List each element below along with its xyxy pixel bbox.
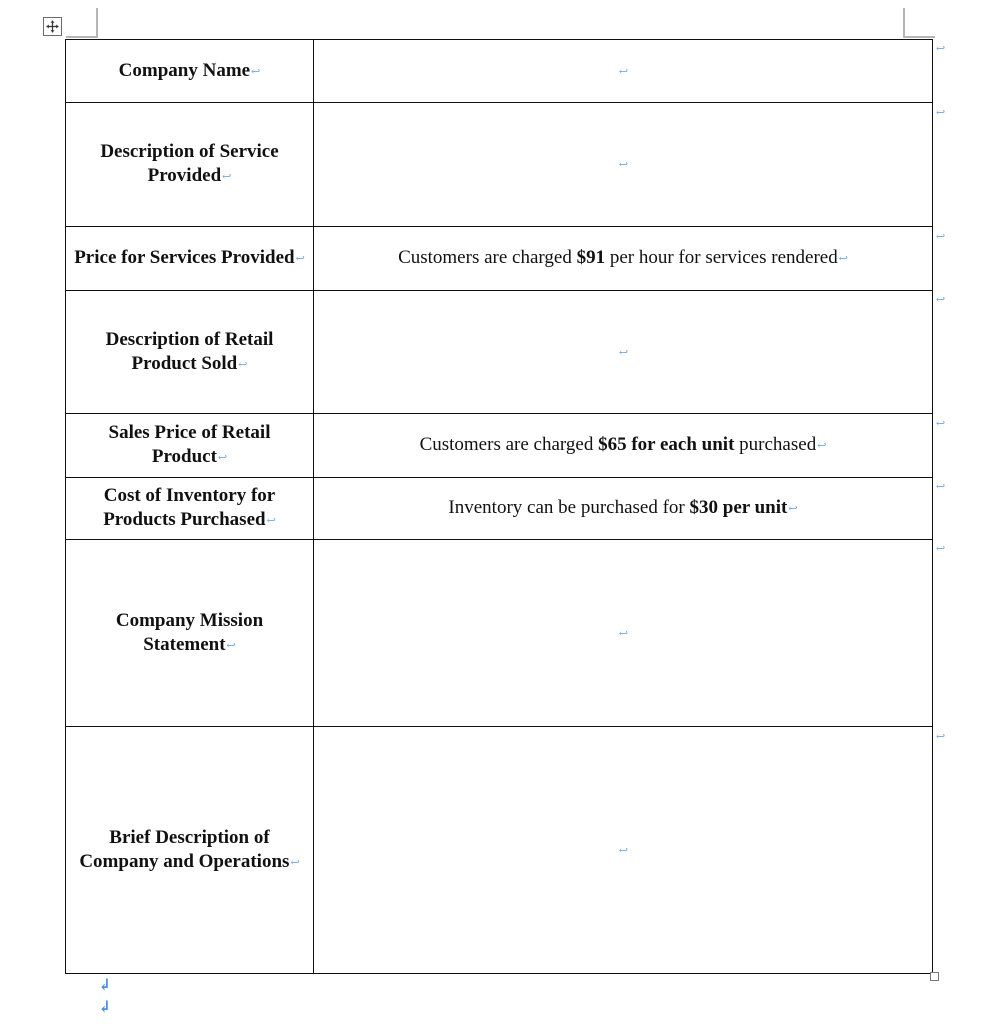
row-label: Price for Services Provided bbox=[74, 247, 295, 268]
row-label-cell[interactable] bbox=[66, 227, 314, 291]
row-value-cell[interactable] bbox=[314, 227, 933, 291]
paragraph-mark-icon: ↩ bbox=[618, 159, 629, 171]
row-value-cell[interactable] bbox=[314, 478, 933, 540]
move-arrows-icon bbox=[46, 20, 59, 33]
row-label: Company Name bbox=[118, 59, 251, 81]
row-label: Description of Retail Product Sold bbox=[105, 328, 274, 374]
row-label-cell[interactable] bbox=[66, 291, 314, 414]
value-text-run: purchased bbox=[734, 434, 817, 455]
row-value-cell[interactable] bbox=[314, 40, 933, 103]
table-row bbox=[66, 103, 933, 227]
row-value-cell[interactable] bbox=[314, 414, 933, 478]
row-end-mark-icon: ↩ bbox=[936, 418, 946, 430]
row-label: Sales Price of Retail Product bbox=[108, 422, 271, 467]
row-value-cell[interactable] bbox=[314, 103, 933, 227]
table-row bbox=[66, 414, 933, 478]
paragraph-mark-icon: ↩ bbox=[618, 627, 629, 640]
company-info-table bbox=[65, 39, 933, 974]
margin-corner-right bbox=[903, 8, 935, 38]
row-end-mark-icon: ↩ bbox=[936, 481, 946, 493]
row-end-mark-icon: ↩ bbox=[936, 107, 946, 119]
paragraph-mark-icon: ↩ bbox=[251, 65, 261, 78]
row-end-mark-icon: ↩ bbox=[936, 231, 946, 243]
table-row bbox=[66, 227, 933, 291]
table-row bbox=[66, 40, 933, 103]
row-value-cell[interactable] bbox=[314, 540, 933, 727]
row-label-cell[interactable] bbox=[66, 727, 314, 974]
table-row bbox=[66, 478, 933, 540]
row-end-mark-icon: ↩ bbox=[936, 43, 946, 55]
row-value-cell[interactable] bbox=[314, 291, 933, 414]
row-label-cell[interactable] bbox=[66, 478, 314, 540]
row-end-marks bbox=[936, 0, 950, 1024]
table-row bbox=[66, 727, 933, 974]
row-end-mark-icon: ↩ bbox=[936, 543, 946, 555]
table-move-handle[interactable] bbox=[43, 17, 62, 36]
margin-corner-left bbox=[66, 8, 98, 38]
paragraph-mark-icon: ↩ bbox=[788, 503, 798, 515]
paragraph-mark-icon: ↩ bbox=[618, 346, 629, 359]
table-resize-handle[interactable] bbox=[930, 972, 939, 981]
paragraph-mark-icon: ↩ bbox=[817, 440, 827, 452]
value-text-run: $91 bbox=[576, 247, 606, 268]
row-label: Company Mission Statement bbox=[115, 609, 264, 655]
row-label-cell[interactable] bbox=[66, 40, 314, 103]
value-text-run: Inventory can be purchased for bbox=[448, 497, 690, 518]
value-text-run: per hour for services rendered bbox=[605, 247, 838, 268]
row-end-mark-icon: ↩ bbox=[936, 731, 946, 743]
paragraph-mark-icon: ↩ bbox=[838, 253, 848, 265]
paragraph-mark-icon: ↩ bbox=[222, 171, 232, 183]
row-end-mark-icon: ↩ bbox=[936, 294, 946, 306]
table-row bbox=[66, 291, 933, 414]
row-label-cell[interactable] bbox=[66, 103, 314, 227]
value-text-run: $30 per unit bbox=[689, 497, 788, 518]
paragraph-mark-icon: ↩ bbox=[217, 452, 228, 464]
paragraph-mark-icon: ↩ bbox=[226, 639, 236, 652]
paragraph-mark-icon: ↩ bbox=[238, 358, 248, 371]
paragraph-mark-icon: ↩ bbox=[266, 515, 276, 527]
row-label: Description of Service Provided bbox=[100, 141, 279, 186]
row-value-cell[interactable] bbox=[314, 727, 933, 974]
row-label-cell[interactable] bbox=[66, 414, 314, 478]
paragraph-end-icon: ↲ bbox=[98, 999, 112, 1016]
row-label-cell[interactable] bbox=[66, 540, 314, 727]
table-row bbox=[66, 540, 933, 727]
value-text-run: Customers are charged bbox=[419, 434, 599, 455]
paragraph-end-icon: ↲ bbox=[98, 977, 112, 994]
paragraph-mark-icon: ↩ bbox=[618, 65, 629, 78]
paragraph-mark-icon: ↩ bbox=[290, 856, 300, 869]
value-text-run: $65 for each unit bbox=[598, 434, 735, 455]
row-label: Cost of Inventory for Products Purchased bbox=[103, 485, 276, 530]
paragraph-mark-icon: ↩ bbox=[295, 253, 305, 265]
row-label: Brief Description of Company and Operations bbox=[79, 826, 290, 872]
value-text-run: Customers are charged bbox=[398, 247, 577, 268]
paragraph-mark-icon: ↩ bbox=[618, 844, 629, 857]
